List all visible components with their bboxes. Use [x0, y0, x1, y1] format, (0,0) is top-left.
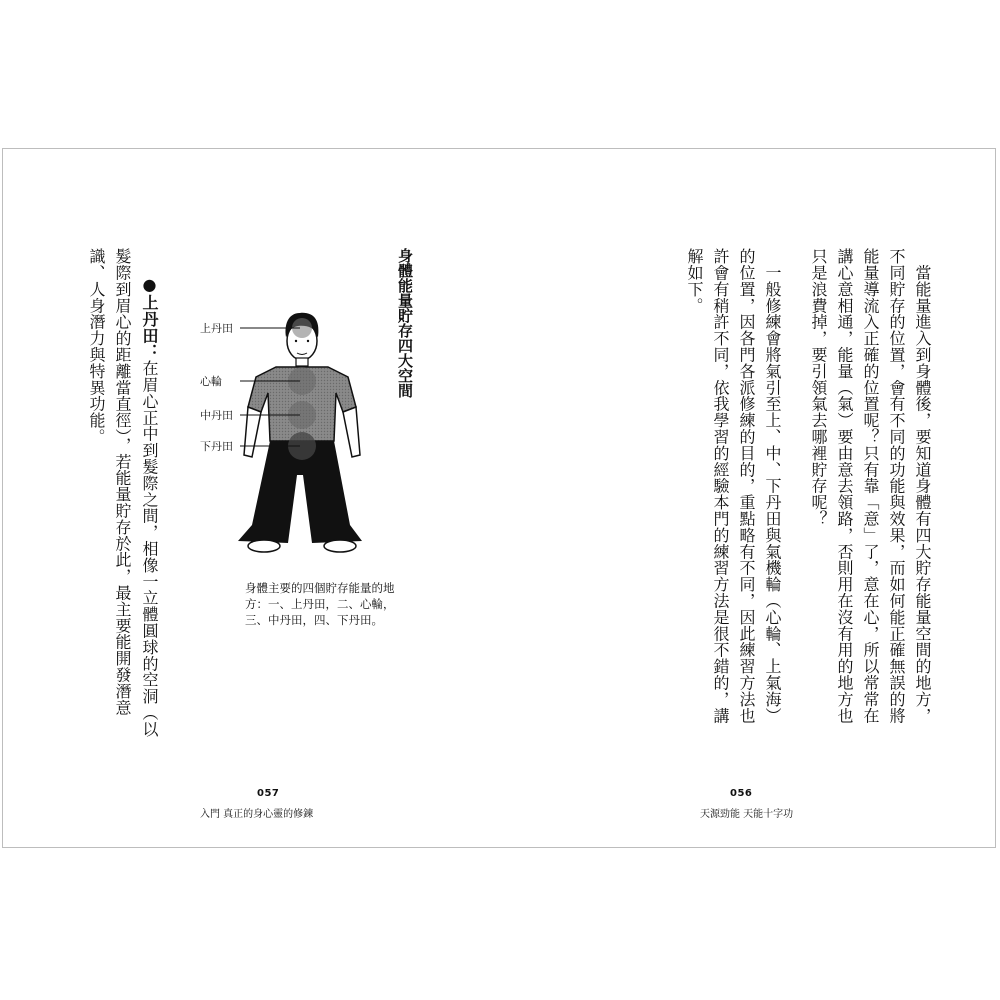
label-lower-dantian: 下丹田 — [200, 440, 233, 453]
right-text-column-2: 不同貯存的位置，會有不同的功能與效果，而如何能正確無誤的將 — [887, 248, 906, 724]
page-number-right: 056 — [730, 788, 753, 799]
right-text-column-1: 當能量進入到身體後，要知道身體有四大貯存能量空間的地方， — [913, 248, 932, 724]
left-text-column-1 — [139, 275, 159, 737]
right-text-column-5: 只是浪費掉，要引領氣去哪裡貯存呢？ — [809, 248, 828, 527]
right-text-column-9: 解如下。 — [685, 248, 704, 314]
figure-caption: 身體主要的四個貯存能量的地方：一、上丹田，二、心輪，三、中丹田，四、下丹田。 — [245, 581, 395, 627]
bullet-heading: ●上丹田： — [140, 275, 159, 360]
right-text-column-7: 的位置，因各門各派修練的目的，重點略有不同，因此練習方法也 — [737, 248, 756, 724]
label-heart-chakra: 心輪 — [200, 375, 222, 388]
right-text-column-4: 講心意相通，能量（氣）要由意去領路，否則用在沒有用的地方也 — [835, 248, 854, 724]
page-number-left: 057 — [257, 788, 280, 799]
body-figure — [200, 295, 400, 565]
left-text-column-3: 識、人身潛力與特異功能。 — [87, 248, 106, 445]
running-head-left: 入門 真正的身心靈的修鍊 — [200, 809, 314, 820]
label-middle-dantian: 中丹田 — [200, 409, 233, 422]
label-upper-dantian: 上丹田 — [200, 322, 233, 335]
right-text-column-6: 一般修練會將氣引至上、中、下丹田與氣機輪（心輪、上氣海） — [763, 248, 782, 724]
right-text-column-8: 許會有稍許不同，依我學習的經驗本門的練習方法是很不錯的，講 — [711, 248, 730, 724]
section-title: 身體能量貯存四大空間 — [396, 248, 414, 398]
left-text-column-2: 髮際到眉心的距離當直徑），若能量貯存於此，最主要能開發潛意 — [113, 248, 132, 716]
right-text-column-3: 能量導流入正確的位置呢？只有靠「意」了，意在心，所以常常在 — [861, 248, 880, 724]
left-text-col1-body: 在眉心正中到髮際之間，相像一立體圓球的空洞（以 — [140, 360, 159, 738]
running-head-right: 天源勁能 天能十字功 — [700, 809, 794, 820]
